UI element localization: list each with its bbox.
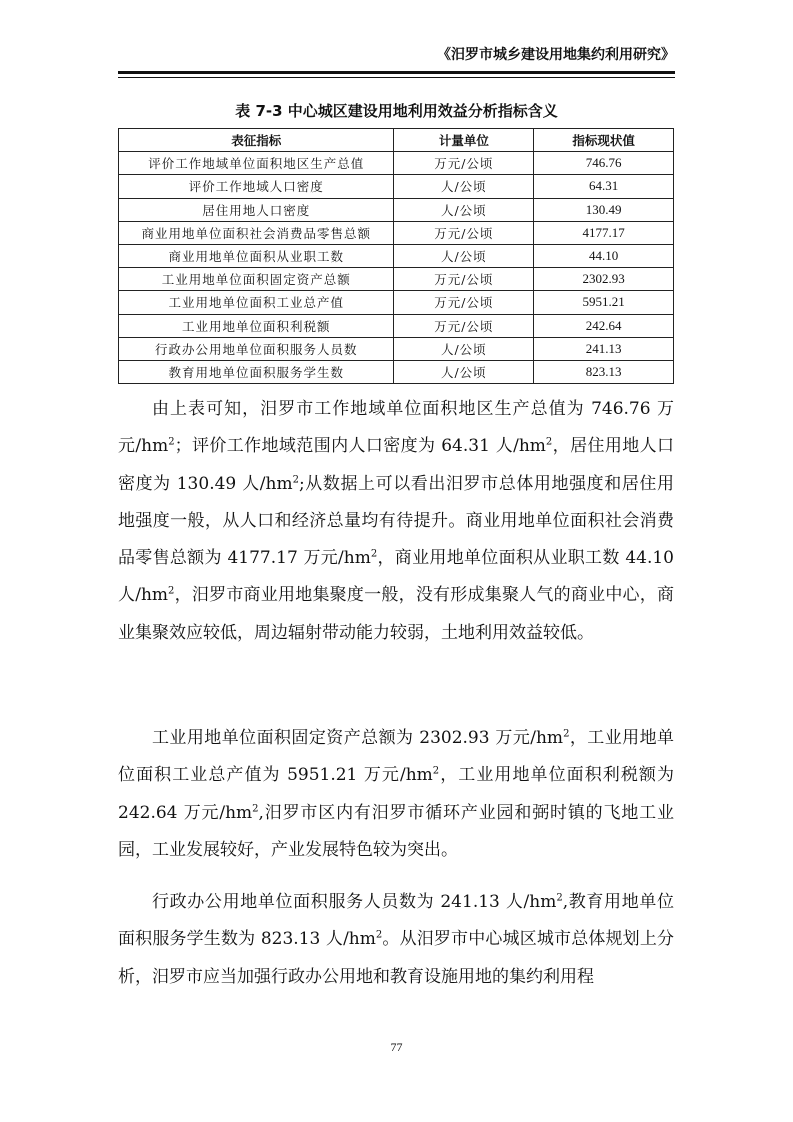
value-cell: 4177.17 — [534, 221, 674, 244]
header-rule-thin — [118, 77, 675, 78]
text-run: ，汨罗市商业用地集聚度一般，没有形成集聚人气的商业中心，商业集聚效应较低，周边辐射带动能力较弱，土地利用效益较低。 — [118, 585, 675, 643]
table-row — [119, 175, 674, 198]
table-header-row — [119, 129, 674, 152]
value-cell: 130.49 — [534, 198, 674, 221]
indicator-cell: 居住用地人口密度 — [119, 198, 394, 221]
text-run: 工业用地单位面积固定资产总额为 2302.93 万元/hm — [152, 728, 564, 748]
table-row — [119, 314, 674, 337]
text-run: ,汨罗市区内有汨罗市循环产业园和弼时镇的飞地工业园，工业发展较好，产业发展特色较为突出。 — [118, 802, 674, 860]
unit-cell: 人/公顷 — [394, 337, 534, 360]
value-cell: 746.76 — [534, 152, 674, 175]
text-run: ;从数据上可以看出汨罗市总体用地强度和居住用地强度一般，从人口和经济总量均有待提升。商业用地单位面积社会消费品零售总额为 4177.17 万元/hm — [118, 473, 674, 569]
unit-cell: 万元/公顷 — [394, 291, 534, 314]
indicator-cell: 商业用地单位面积社会消费品零售总额 — [119, 221, 394, 244]
text-run: ，商业用地单位面积从业职工数 44.10 人/hm — [118, 548, 674, 606]
unit-cell: 人/公顷 — [394, 198, 534, 221]
indicator-cell: 行政办公用地单位面积服务人员数 — [119, 337, 394, 360]
superscript: 2 — [168, 585, 175, 597]
indicator-cell: 商业用地单位面积从业职工数 — [119, 244, 394, 267]
text-run: 行政办公用地单位面积服务人员数为 241.13 人/hm — [152, 892, 557, 912]
indicator-cell: 工业用地单位面积工业总产值 — [119, 291, 394, 314]
table-row — [119, 337, 674, 360]
text-run: ，工业用地单位面积利税额为 242.64 万元/hm — [118, 765, 674, 823]
unit-cell: 万元/公顷 — [394, 152, 534, 175]
text-run: 。从汨罗市中心城区城市总体规划上分析，汨罗市应当加强行政办公用地和教育设施用地的集约利用程 — [118, 929, 675, 987]
indicator-cell: 工业用地单位面积固定资产总额 — [119, 268, 394, 291]
superscript: 2 — [556, 892, 563, 904]
superscript: 2 — [563, 728, 570, 740]
superscript: 2 — [432, 765, 440, 777]
table-row — [119, 198, 674, 221]
indicator-table — [118, 128, 674, 384]
text-run: ，居住用地人口密度为 130.49 人/hm — [118, 436, 675, 494]
running-header-title: 《汨罗市城乡建设用地集约利用研究》 — [437, 47, 675, 63]
value-cell: 823.13 — [534, 360, 674, 383]
value-cell: 242.64 — [534, 314, 674, 337]
superscript: 2 — [168, 436, 175, 448]
indicator-cell: 评价工作地域人口密度 — [119, 175, 394, 198]
indicator-cell: 教育用地单位面积服务学生数 — [119, 360, 394, 383]
column-header-value: 指标现状值 — [534, 129, 674, 152]
value-cell: 64.31 — [534, 175, 674, 198]
paragraph-text — [118, 720, 674, 869]
column-header-unit: 计量单位 — [394, 129, 534, 152]
unit-cell: 人/公顷 — [394, 244, 534, 267]
indicator-cell: 工业用地单位面积利税额 — [119, 314, 394, 337]
value-cell: 2302.93 — [534, 268, 674, 291]
paragraph-text — [118, 391, 674, 652]
text-run: ,教育用地单位面积服务学生数为 823.13 人/hm — [118, 892, 674, 950]
paragraph-industrial-analysis — [118, 720, 674, 869]
text-run: ；评价工作地域范围内人口密度为 64.31 人/hm — [174, 436, 546, 457]
paragraph-text — [118, 884, 674, 996]
superscript: 2 — [375, 929, 383, 941]
header-rule-thick — [118, 71, 675, 74]
text-run: 由上表可知，汨罗市工作地域单位面积地区生产总值为 746.76 万元/hm — [118, 399, 674, 457]
table-row — [119, 268, 674, 291]
paragraph-administrative-analysis — [118, 884, 674, 996]
unit-cell: 万元/公顷 — [394, 221, 534, 244]
table-caption: 表 7-3 中心城区建设用地利用效益分析指标含义 — [235, 102, 558, 120]
table-row — [119, 244, 674, 267]
value-cell: 44.10 — [534, 244, 674, 267]
table-row — [119, 360, 674, 383]
superscript: 2 — [370, 548, 378, 560]
table-row — [119, 291, 674, 314]
value-cell: 5951.21 — [534, 291, 674, 314]
superscript: 2 — [252, 802, 259, 814]
value-cell: 241.13 — [534, 337, 674, 360]
column-header-indicator: 表征指标 — [119, 129, 394, 152]
unit-cell: 人/公顷 — [394, 360, 534, 383]
unit-cell: 人/公顷 — [394, 175, 534, 198]
paragraph-commercial-analysis — [118, 391, 674, 652]
page-number: 77 — [390, 1040, 403, 1054]
text-run: ，工业用地单位面积工业总产值为 5951.21 万元/hm — [118, 728, 675, 786]
table-row — [119, 221, 674, 244]
table-row — [119, 152, 674, 175]
superscript: 2 — [545, 436, 553, 448]
unit-cell: 万元/公顷 — [394, 314, 534, 337]
unit-cell: 万元/公顷 — [394, 268, 534, 291]
indicator-cell: 评价工作地域单位面积地区生产总值 — [119, 152, 394, 175]
superscript: 2 — [292, 473, 299, 485]
